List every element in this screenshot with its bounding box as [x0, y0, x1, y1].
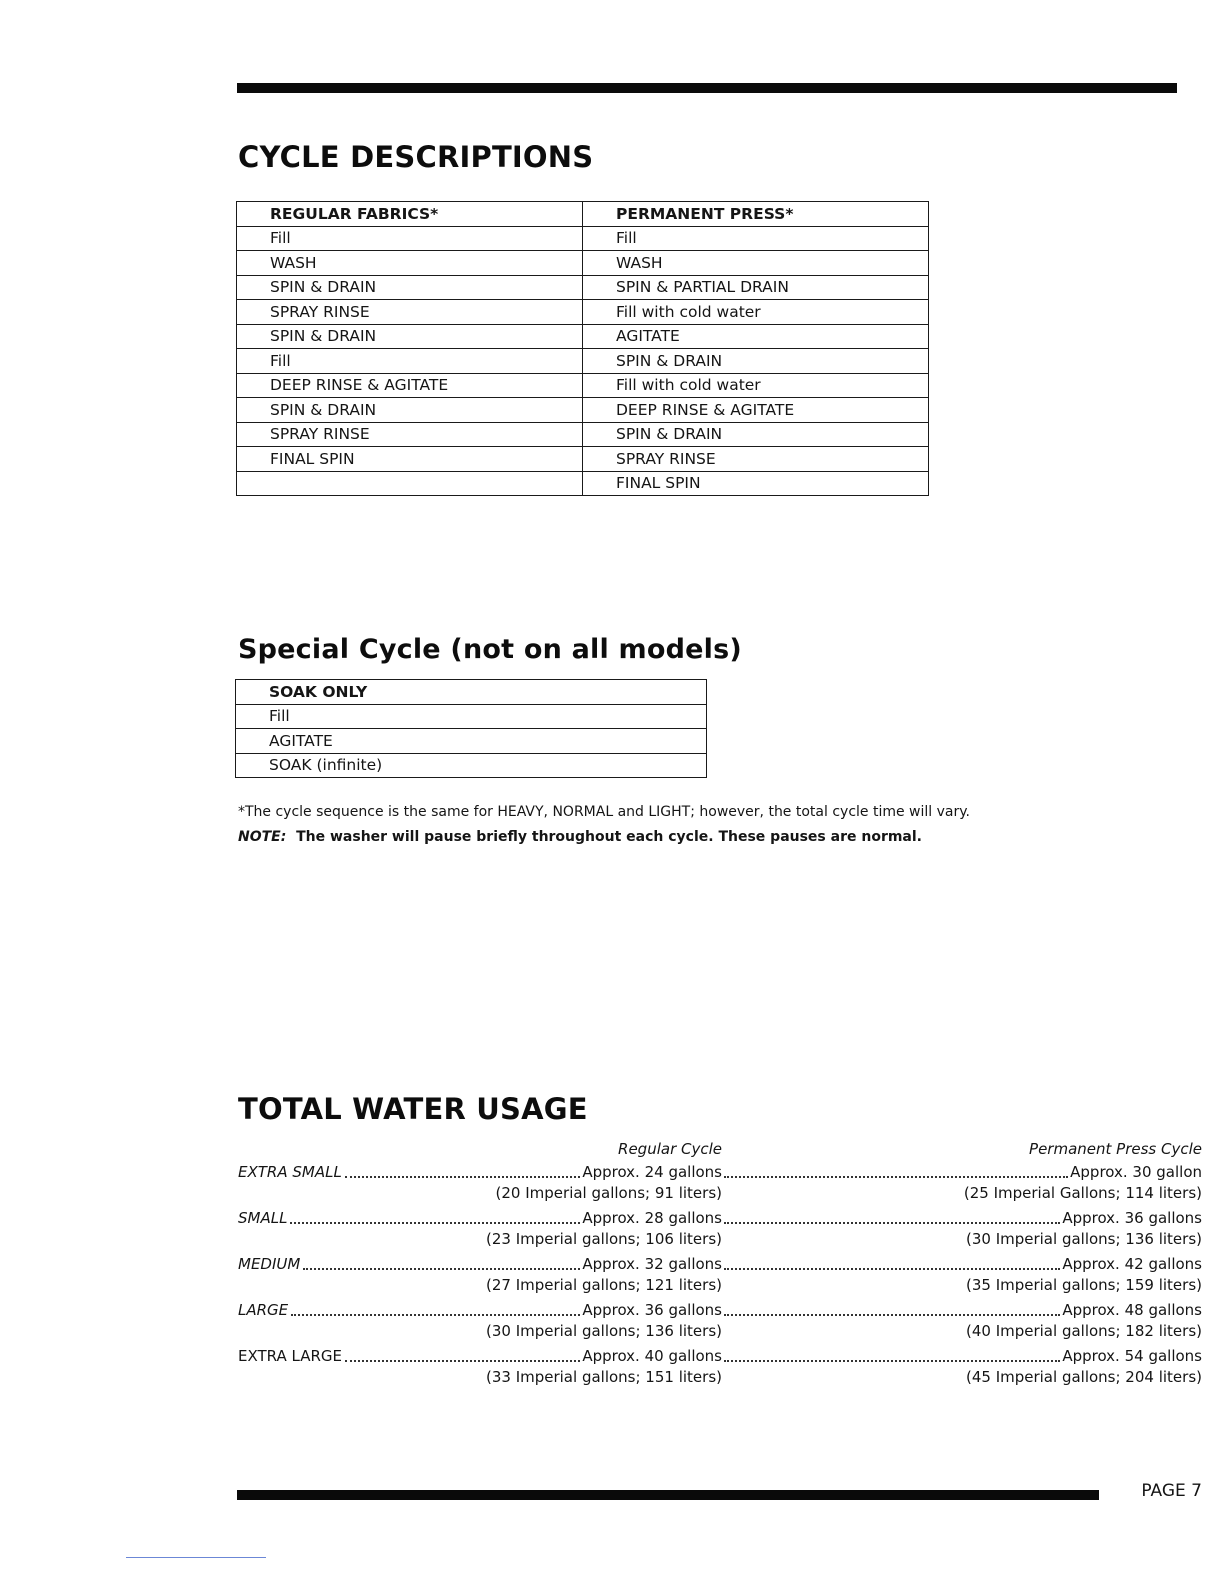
dot-leader — [345, 1360, 580, 1362]
cycle-descriptions-table — [236, 201, 929, 496]
load-size-label: SMALL — [238, 1209, 288, 1227]
water-usage-subrow — [238, 1368, 1202, 1388]
regular-imperial-liters: (27 Imperial gallons; 121 liters) — [485, 1276, 722, 1294]
table-cell: SPIN & DRAIN — [237, 398, 583, 423]
permanent-gallons: Approx. 48 gallons — [1062, 1301, 1202, 1319]
regular-gallons: Approx. 32 gallons — [582, 1255, 722, 1273]
water-usage-row — [238, 1347, 1202, 1367]
dot-leader — [724, 1222, 1060, 1224]
table-row — [237, 349, 929, 374]
header-permanent-press: PERMANENT PRESS* — [583, 202, 929, 227]
table-cell: SPIN & DRAIN — [583, 422, 929, 447]
water-usage-subrow — [238, 1184, 1202, 1204]
regular-gallons: Approx. 24 gallons — [582, 1163, 722, 1181]
permanent-gallons: Approx. 54 gallons — [1062, 1347, 1202, 1365]
table-cell: WASH — [583, 251, 929, 276]
table-header-row — [236, 680, 707, 705]
table-row — [236, 729, 707, 754]
regular-imperial-liters: (23 Imperial gallons; 106 liters) — [485, 1230, 722, 1248]
water-usage-subrow — [238, 1230, 1202, 1250]
regular-imperial-liters: (20 Imperial gallons; 91 liters) — [495, 1184, 722, 1202]
table-cell: SPRAY RINSE — [237, 422, 583, 447]
note-label: NOTE: — [238, 829, 287, 845]
dot-leader — [724, 1268, 1060, 1270]
table-row — [237, 226, 929, 251]
permanent-press-column-header: Permanent Press Cycle — [1029, 1140, 1202, 1158]
table-cell: Fill — [583, 226, 929, 251]
permanent-gallons: Approx. 36 gallons — [1062, 1209, 1202, 1227]
top-divider-bar — [237, 83, 1177, 93]
table-row — [237, 471, 929, 496]
dot-leader — [291, 1314, 580, 1316]
cycle-sequence-footnote: *The cycle sequence is the same for HEAVY, NORMAL and LIGHT; however, the total cycle time will vary. — [238, 804, 970, 820]
regular-imperial-liters: (33 Imperial gallons; 151 liters) — [485, 1368, 722, 1386]
dot-leader — [303, 1268, 580, 1270]
table-cell: Fill with cold water — [583, 373, 929, 398]
dot-leader — [724, 1314, 1060, 1316]
table-cell: SPRAY RINSE — [583, 447, 929, 472]
water-usage-subrow — [238, 1276, 1202, 1296]
permanent-imperial-liters: (35 Imperial gallons; 159 liters) — [965, 1276, 1202, 1294]
table-cell: FINAL SPIN — [583, 471, 929, 496]
permanent-gallons: Approx. 30 gallon — [1070, 1163, 1202, 1181]
table-cell: SPIN & DRAIN — [583, 349, 929, 374]
table-row — [237, 398, 929, 423]
table-cell: Fill — [237, 349, 583, 374]
dot-leader — [724, 1176, 1068, 1178]
table-cell: DEEP RINSE & AGITATE — [583, 398, 929, 423]
table-cell: AGITATE — [236, 729, 707, 754]
load-size-label: MEDIUM — [238, 1255, 301, 1273]
regular-gallons: Approx. 36 gallons — [582, 1301, 722, 1319]
table-cell: Fill — [236, 704, 707, 729]
note-text: The washer will pause briefly throughout each cycle. These pauses are normal. — [296, 829, 922, 845]
table-row — [236, 704, 707, 729]
dot-leader — [345, 1176, 580, 1178]
permanent-imperial-liters: (30 Imperial gallons; 136 liters) — [965, 1230, 1202, 1248]
dot-leader — [724, 1360, 1060, 1362]
table-row — [237, 251, 929, 276]
table-cell: SPIN & DRAIN — [237, 275, 583, 300]
table-cell: SPIN & DRAIN — [237, 324, 583, 349]
regular-gallons: Approx. 40 gallons — [582, 1347, 722, 1365]
table-cell: Fill with cold water — [583, 300, 929, 325]
table-cell: DEEP RINSE & AGITATE — [237, 373, 583, 398]
table-cell: AGITATE — [583, 324, 929, 349]
table-row — [236, 753, 707, 778]
page-number: PAGE 7 — [1141, 1481, 1202, 1501]
water-usage-row — [238, 1209, 1202, 1229]
scan-artifact-line — [126, 1557, 266, 1558]
table-cell: SOAK (infinite) — [236, 753, 707, 778]
water-usage-row — [238, 1163, 1202, 1183]
table-row — [237, 447, 929, 472]
table-cell: WASH — [237, 251, 583, 276]
load-size-label: EXTRA LARGE — [238, 1347, 342, 1365]
water-usage-row — [238, 1255, 1202, 1275]
permanent-imperial-liters: (45 Imperial gallons; 204 liters) — [965, 1368, 1202, 1386]
water-usage-row — [238, 1301, 1202, 1321]
table-header-row — [237, 202, 929, 227]
table-row — [237, 300, 929, 325]
permanent-imperial-liters: (40 Imperial gallons; 182 liters) — [965, 1322, 1202, 1340]
table-cell: SPRAY RINSE — [237, 300, 583, 325]
permanent-gallons: Approx. 42 gallons — [1062, 1255, 1202, 1273]
table-cell: Fill — [237, 226, 583, 251]
permanent-imperial-liters: (25 Imperial Gallons; 114 liters) — [963, 1184, 1202, 1202]
regular-gallons: Approx. 28 gallons — [582, 1209, 722, 1227]
cycle-descriptions-title: CYCLE DESCRIPTIONS — [238, 140, 594, 174]
table-row — [237, 275, 929, 300]
table-cell: FINAL SPIN — [237, 447, 583, 472]
table-cell: SPIN & PARTIAL DRAIN — [583, 275, 929, 300]
header-regular-fabrics: REGULAR FABRICS* — [237, 202, 583, 227]
pause-note — [238, 829, 922, 845]
regular-imperial-liters: (30 Imperial gallons; 136 liters) — [485, 1322, 722, 1340]
header-soak-only: SOAK ONLY — [236, 680, 707, 705]
table-row — [237, 373, 929, 398]
table-cell — [237, 471, 583, 496]
table-row — [237, 324, 929, 349]
load-size-label: LARGE — [238, 1301, 289, 1319]
bottom-divider-bar — [237, 1490, 1099, 1500]
regular-cycle-column-header: Regular Cycle — [618, 1140, 722, 1158]
water-usage-subrow — [238, 1322, 1202, 1342]
total-water-usage-title: TOTAL WATER USAGE — [238, 1092, 588, 1126]
dot-leader — [290, 1222, 580, 1224]
special-cycle-title: Special Cycle (not on all models) — [238, 634, 742, 665]
soak-only-table — [235, 679, 707, 778]
load-size-label: EXTRA SMALL — [238, 1163, 342, 1181]
table-row — [237, 422, 929, 447]
